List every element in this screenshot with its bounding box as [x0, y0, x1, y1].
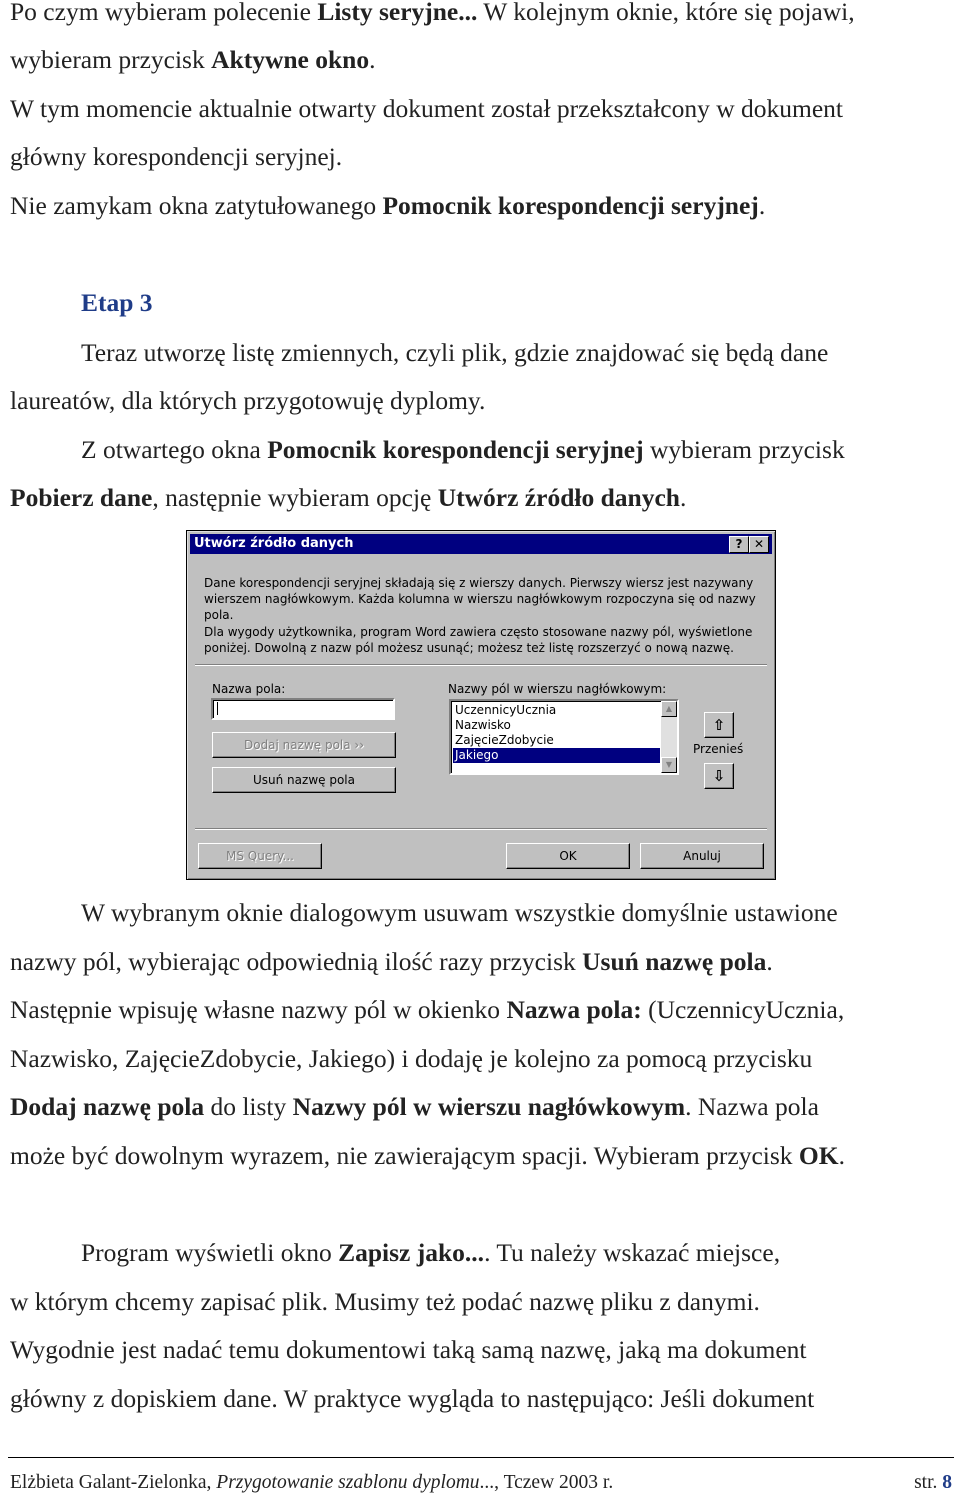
- text-line: [81, 1238, 952, 1268]
- text-line: [10, 483, 952, 513]
- text-run: Program wyświetli okno: [81, 1238, 339, 1267]
- bold-command: Pobierz dane: [10, 483, 153, 512]
- text-run: Po czym wybieram polecenie: [10, 0, 318, 26]
- text-line: Wygodnie jest nadać temu dokumentowi taką samą nazwę, jaką ma dokument: [10, 1335, 807, 1364]
- header-fields-listbox[interactable]: [449, 699, 679, 775]
- text-line: [10, 1141, 952, 1171]
- dialog-title-bar: [190, 534, 772, 554]
- bold-command: Aktywne okno: [211, 45, 370, 74]
- cancel-button[interactable]: Anuluj: [640, 843, 764, 869]
- page-number-value: 8: [942, 1472, 952, 1493]
- field-name-input[interactable]: [211, 698, 395, 720]
- field-name-label: Nazwa pola:: [212, 682, 286, 696]
- bold-command: Dodaj nazwę pola: [10, 1092, 205, 1121]
- text-run: W kolejnym oknie, które się pojawi,: [477, 0, 855, 26]
- text-run: (UczennicyUcznia,: [641, 995, 845, 1024]
- list-item[interactable]: Nazwisko: [455, 718, 511, 732]
- text-line: [81, 435, 952, 465]
- text-run: .: [838, 1141, 845, 1170]
- text-run: . Nazwa pola: [685, 1092, 819, 1121]
- text-line: główny z dopiskiem dane. W praktyce wygląda to następująco: Jeśli dokument: [10, 1384, 815, 1413]
- move-up-button[interactable]: ⇧: [704, 712, 734, 738]
- description-line: Dla wygody użytkownika, program Word zawiera często stosowane nazwy pól, wyświetlone: [204, 625, 753, 639]
- text-line: główny korespondencji seryjnej.: [10, 142, 343, 171]
- create-data-source-dialog: [186, 530, 776, 880]
- bold-command: Pomocnik korespondencji seryjnej: [267, 435, 644, 464]
- text-line: W wybranym oknie dialogowym usuwam wszystkie domyślnie ustawione: [81, 898, 838, 927]
- scroll-up-icon[interactable]: ▲: [661, 701, 677, 717]
- section-heading: Etap 3: [81, 288, 153, 317]
- footer-title: Przygotowanie szablonu dyplomu: [216, 1472, 480, 1493]
- bold-command: Nazwa pola:: [506, 995, 642, 1024]
- bold-command: Nazwy pól w wierszu nagłówkowym: [292, 1092, 686, 1121]
- bold-command: Utwórz źródło danych: [437, 483, 680, 512]
- text-line: laureatów, dla których przygotowuję dyplomy.: [10, 386, 486, 415]
- dialog-description: [204, 624, 759, 656]
- move-label: Przenieś: [693, 742, 744, 756]
- add-field-name-button[interactable]: Dodaj nazwę pola ››: [212, 732, 396, 758]
- remove-field-name-button[interactable]: Usuń nazwę pola: [212, 767, 396, 793]
- footer-rule: [8, 1457, 954, 1458]
- listbox-scrollbar[interactable]: [661, 701, 677, 773]
- text-run: Następnie wpisuję własne nazwy pól w okienko: [10, 995, 507, 1024]
- text-line: Nazwisko, ZajęcieZdobycie, Jakiego) i dodaję je kolejno za pomocą przycisku: [10, 1044, 813, 1073]
- text-run: wybieram przycisk: [10, 45, 212, 74]
- list-item[interactable]: UczennicyUcznia: [455, 703, 557, 717]
- description-line: wierszem nagłówkowym. Każda kolumna w wierszu nagłówkowym rozpoczyna się od nazwy pola.: [204, 592, 756, 622]
- text-run: .: [679, 483, 687, 512]
- bold-command: Usuń nazwę pola: [582, 947, 767, 976]
- text-run: .: [369, 45, 376, 74]
- text-run: .: [766, 947, 773, 976]
- bold-command: Listy seryjne...: [317, 0, 478, 26]
- separator: [195, 664, 767, 666]
- page-number: [914, 1471, 952, 1495]
- text-line: Teraz utworzę listę zmiennych, czyli plik, gdzie znajdować się będą dane: [81, 338, 829, 367]
- text-run: Z otwartego okna: [81, 435, 268, 464]
- bold-command: Zapisz jako...: [338, 1238, 485, 1267]
- help-icon[interactable]: ?: [729, 536, 749, 553]
- text-run: Nie zamykam okna zatytułowanego: [10, 191, 383, 220]
- list-item-selected[interactable]: Jakiego: [453, 748, 660, 763]
- close-icon[interactable]: ✕: [749, 536, 769, 553]
- text-run: , następnie wybieram opcję: [152, 483, 438, 512]
- header-fields-label: Nazwy pól w wierszu nagłówkowym:: [448, 682, 667, 696]
- footer-citation: [10, 1471, 613, 1495]
- footer-author: Elżbieta Galant-Zielonka,: [10, 1472, 217, 1493]
- text-line: [10, 995, 952, 1025]
- bold-command: OK: [798, 1141, 839, 1170]
- text-run: . Tu należy wskazać miejsce,: [484, 1238, 781, 1267]
- dialog-description: [204, 575, 759, 623]
- text-line: [10, 1092, 952, 1122]
- text-run: wybieram przycisk: [643, 435, 845, 464]
- ms-query-button[interactable]: MS Query...: [198, 843, 322, 869]
- text-line: [10, 191, 952, 221]
- text-run: do listy: [204, 1092, 293, 1121]
- text-run: nazwy pól, wybierając odpowiednią ilość razy przycisk: [10, 947, 583, 976]
- page-footer: [10, 1471, 952, 1495]
- list-item[interactable]: ZajęcieZdobycie: [455, 733, 554, 747]
- text-line: [10, 947, 952, 977]
- separator: [195, 828, 767, 830]
- text-line: W tym momencie aktualnie otwarty dokument został przekształcony w dokument: [10, 94, 844, 123]
- description-line: poniżej. Dowolną z nazw pól możesz usunąć; możesz też listę rozszerzyć o nową nazwę.: [204, 641, 734, 655]
- description-line: Dane korespondencji seryjnej składają się z wierszy danych. Pierwszy wiersz jest nazywany: [204, 576, 754, 590]
- page-label: str.: [914, 1472, 943, 1493]
- ok-button[interactable]: OK: [506, 843, 630, 869]
- text-run: może być dowolnym wyrazem, nie zawierającym spacji. Wybieram przycisk: [10, 1141, 799, 1170]
- text-line: w którym chcemy zapisać plik. Musimy też podać nazwę pliku z danymi.: [10, 1287, 760, 1316]
- dialog-title: Utwórz źródło danych: [194, 536, 354, 551]
- text-line: [10, 0, 952, 27]
- text-run: .: [758, 191, 766, 220]
- text-cursor: [217, 702, 218, 715]
- footer-place-date: ..., Tczew 2003 r.: [479, 1472, 614, 1493]
- move-down-button[interactable]: ⇩: [704, 763, 734, 789]
- text-line: [10, 45, 952, 75]
- scroll-down-icon[interactable]: ▼: [661, 757, 677, 773]
- bold-command: Pomocnik korespondencji seryjnej: [382, 191, 759, 220]
